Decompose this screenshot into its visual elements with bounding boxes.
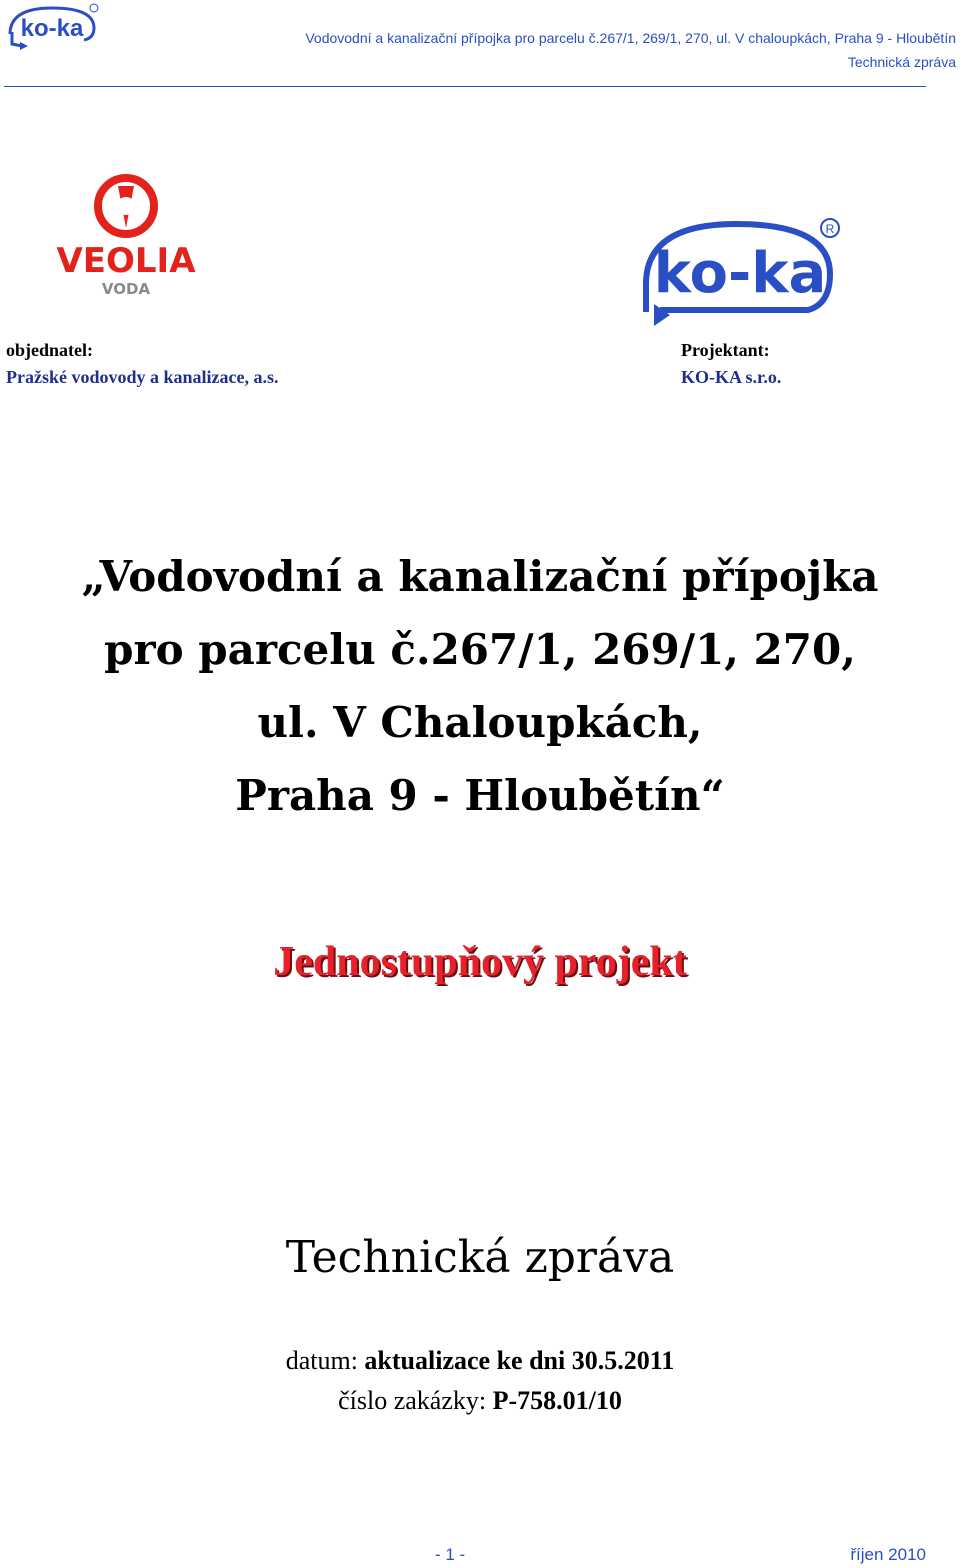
project-type: Jednostupňový projekt (273, 939, 687, 985)
title-line-1: „Vodovodní a kanalizační přípojka (81, 552, 879, 601)
footer-date: říjen 2010 (850, 1545, 926, 1564)
veolia-logo-name: VEOLIA (56, 241, 196, 281)
header-koka-logo (4, 2, 100, 52)
client-label: objednatel: (6, 340, 93, 360)
document-title (40, 540, 920, 832)
koka-logo (636, 214, 846, 330)
header-logo-text: ko-ka (20, 15, 84, 42)
veolia-logo (52, 172, 202, 300)
veolia-logo-sub: VODA (101, 280, 151, 298)
date-value: aktualizace ke dni 30.5.2011 (364, 1346, 675, 1375)
registered-mark: R (825, 222, 835, 236)
page-number: - 1 - (435, 1545, 466, 1564)
designer-name: KO-KA s.r.o. (681, 367, 782, 387)
title-line-3: ul. V Chaloupkách, (257, 698, 703, 747)
order-value: P-758.01/10 (492, 1386, 622, 1415)
title-line-2: pro parcelu č.267/1, 269/1, 270, (104, 625, 856, 674)
header-divider (4, 86, 926, 87)
client-name: Pražské vodovody a kanalizace, a.s. (6, 367, 279, 387)
header-document-type: Technická zpráva (847, 54, 956, 70)
title-line-4: Praha 9 - Hloubětín“ (235, 771, 725, 820)
designer-label: Projektant: (681, 340, 770, 360)
koka-logo-text: ko-ka (653, 241, 827, 306)
date-line (0, 1346, 960, 1376)
order-label: číslo zakázky: (338, 1386, 493, 1415)
order-number-line (0, 1386, 960, 1416)
header-document-title: Vodovodní a kanalizační přípojka pro parcelu č.267/1, 269/1, 270, ul. V chaloupkách, Praha 9 - Hloubětín (305, 30, 956, 46)
date-label: datum: (285, 1346, 365, 1375)
report-title: Technická zpráva (285, 1232, 675, 1283)
